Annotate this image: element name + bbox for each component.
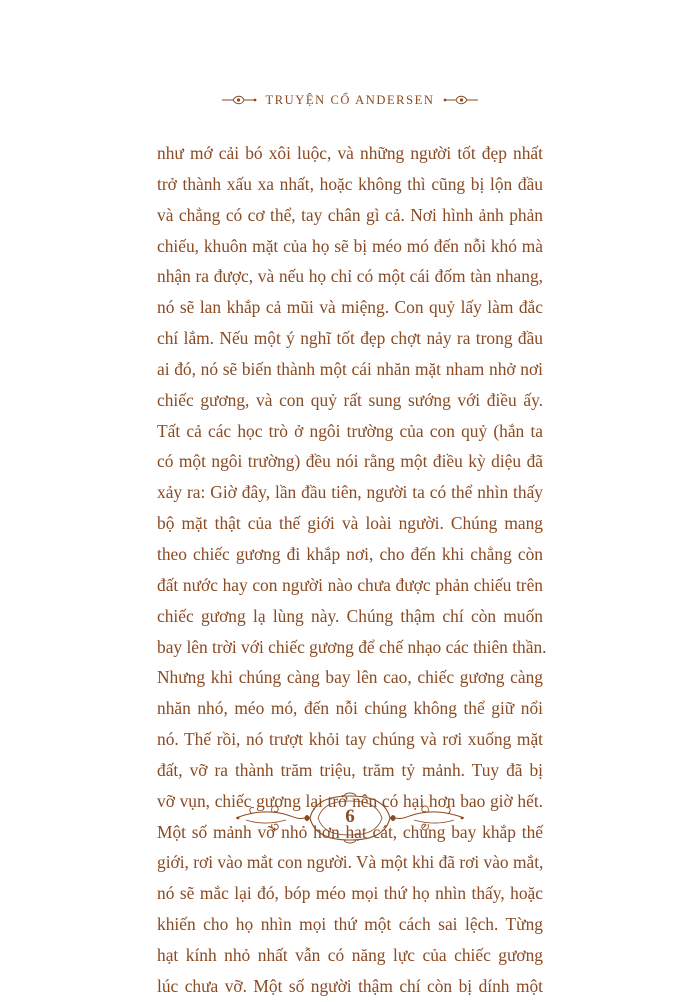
text-line: Nhưng khi chúng càng bay lên cao, chiếc gương càng [157, 667, 543, 688]
page-number: 6 [345, 806, 355, 827]
text-line: nhăn nhó, méo mó, đến nỗi chúng không thể giữ nổi [157, 698, 543, 719]
text-line: ai đó, nó sẽ biến thành một cái nhăn mặt nham nhở nơi [157, 358, 543, 379]
text-line: chí lắm. Nếu một ý nghĩ tốt đẹp chợt nảy ra trong đầu [157, 328, 543, 349]
text-line: bộ mặt thật của thế giới và loài người. Chúng mang [157, 513, 543, 534]
text-line: đất nước hay con người nào chưa được phản chiếu trên [157, 574, 543, 595]
text-line: chiếu, khuôn mặt của họ sẽ bị méo mó đến nỗi khó mà [157, 235, 543, 256]
text-line: nhận ra được, và nếu họ chỉ có một cái đốm tàn nhang, [157, 266, 543, 287]
text-line: nó. Thế rồi, nó trượt khỏi tay chúng và rơi xuống mặt [157, 729, 543, 750]
flourish-left-icon [221, 93, 257, 107]
running-header [0, 88, 700, 112]
text-line: như mớ cải bó xôi luộc, và những người tốt đẹp nhất [157, 143, 543, 163]
text-line: Một số mảnh vỡ nhỏ hơn hạt cát, chúng bay khắp thế [157, 821, 543, 842]
text-line: xảy ra: Giờ đây, lần đầu tiên, người ta có thể nhìn thấy [157, 482, 543, 503]
text-line: có một ngôi trường) đều nói rằng một điều kỳ diệu đã [157, 451, 543, 472]
body-text [157, 138, 547, 1002]
text-line: chiếc gương lạ lùng này. Chúng thậm chí còn muốn [157, 605, 543, 626]
flourish-right-icon [443, 93, 479, 107]
text-line: trở thành xấu xa nhất, hoặc không thì cũng bị lộn đầu [157, 173, 543, 194]
text-line: giới, rơi vào mắt con người. Và một khi đã rơi vào mắt, [157, 852, 544, 873]
text-line: lúc chưa vỡ. Một số người thậm chí còn bị dính một [157, 975, 543, 996]
text-line: Tất cả các học trò ở ngôi trường của con quỷ (hắn ta [157, 420, 543, 441]
text-line: nó sẽ lan khắp cả mũi và miệng. Con quỷ lấy làm đắc [157, 297, 543, 318]
header-title: TRUYỆN CỔ ANDERSEN [265, 92, 435, 107]
text-line: theo chiếc gương đi khắp nơi, cho đến khi chẳng còn [157, 543, 543, 564]
text-line: và chẳng có cơ thể, tay chân gì cả. Nơi hình ảnh phản [157, 204, 543, 225]
text-line: bay lên trời với chiếc gương để chế nhạo các thiên thần. [157, 636, 547, 657]
text-line: vỡ vụn, chiếc gương lại trở nên có hại hơn bao giờ hết. [157, 790, 543, 811]
text-line: nó sẽ mắc lại đó, bóp méo mọi thứ họ nhìn thấy, hoặc [157, 883, 543, 904]
text-line: đất, vỡ ra thành trăm triệu, trăm tỷ mảnh. Tuy đã bị [157, 759, 543, 780]
text-line: hạt kính nhỏ nhất vẫn có năng lực của chiếc gương [157, 944, 543, 965]
text-line: khiến cho họ nhìn mọi thứ một cách sai lệch. Từng [157, 914, 543, 935]
page-footer [0, 790, 700, 846]
text-line: chiếc gương, và con quỷ rất sung sướng với điều ấy. [157, 389, 543, 410]
